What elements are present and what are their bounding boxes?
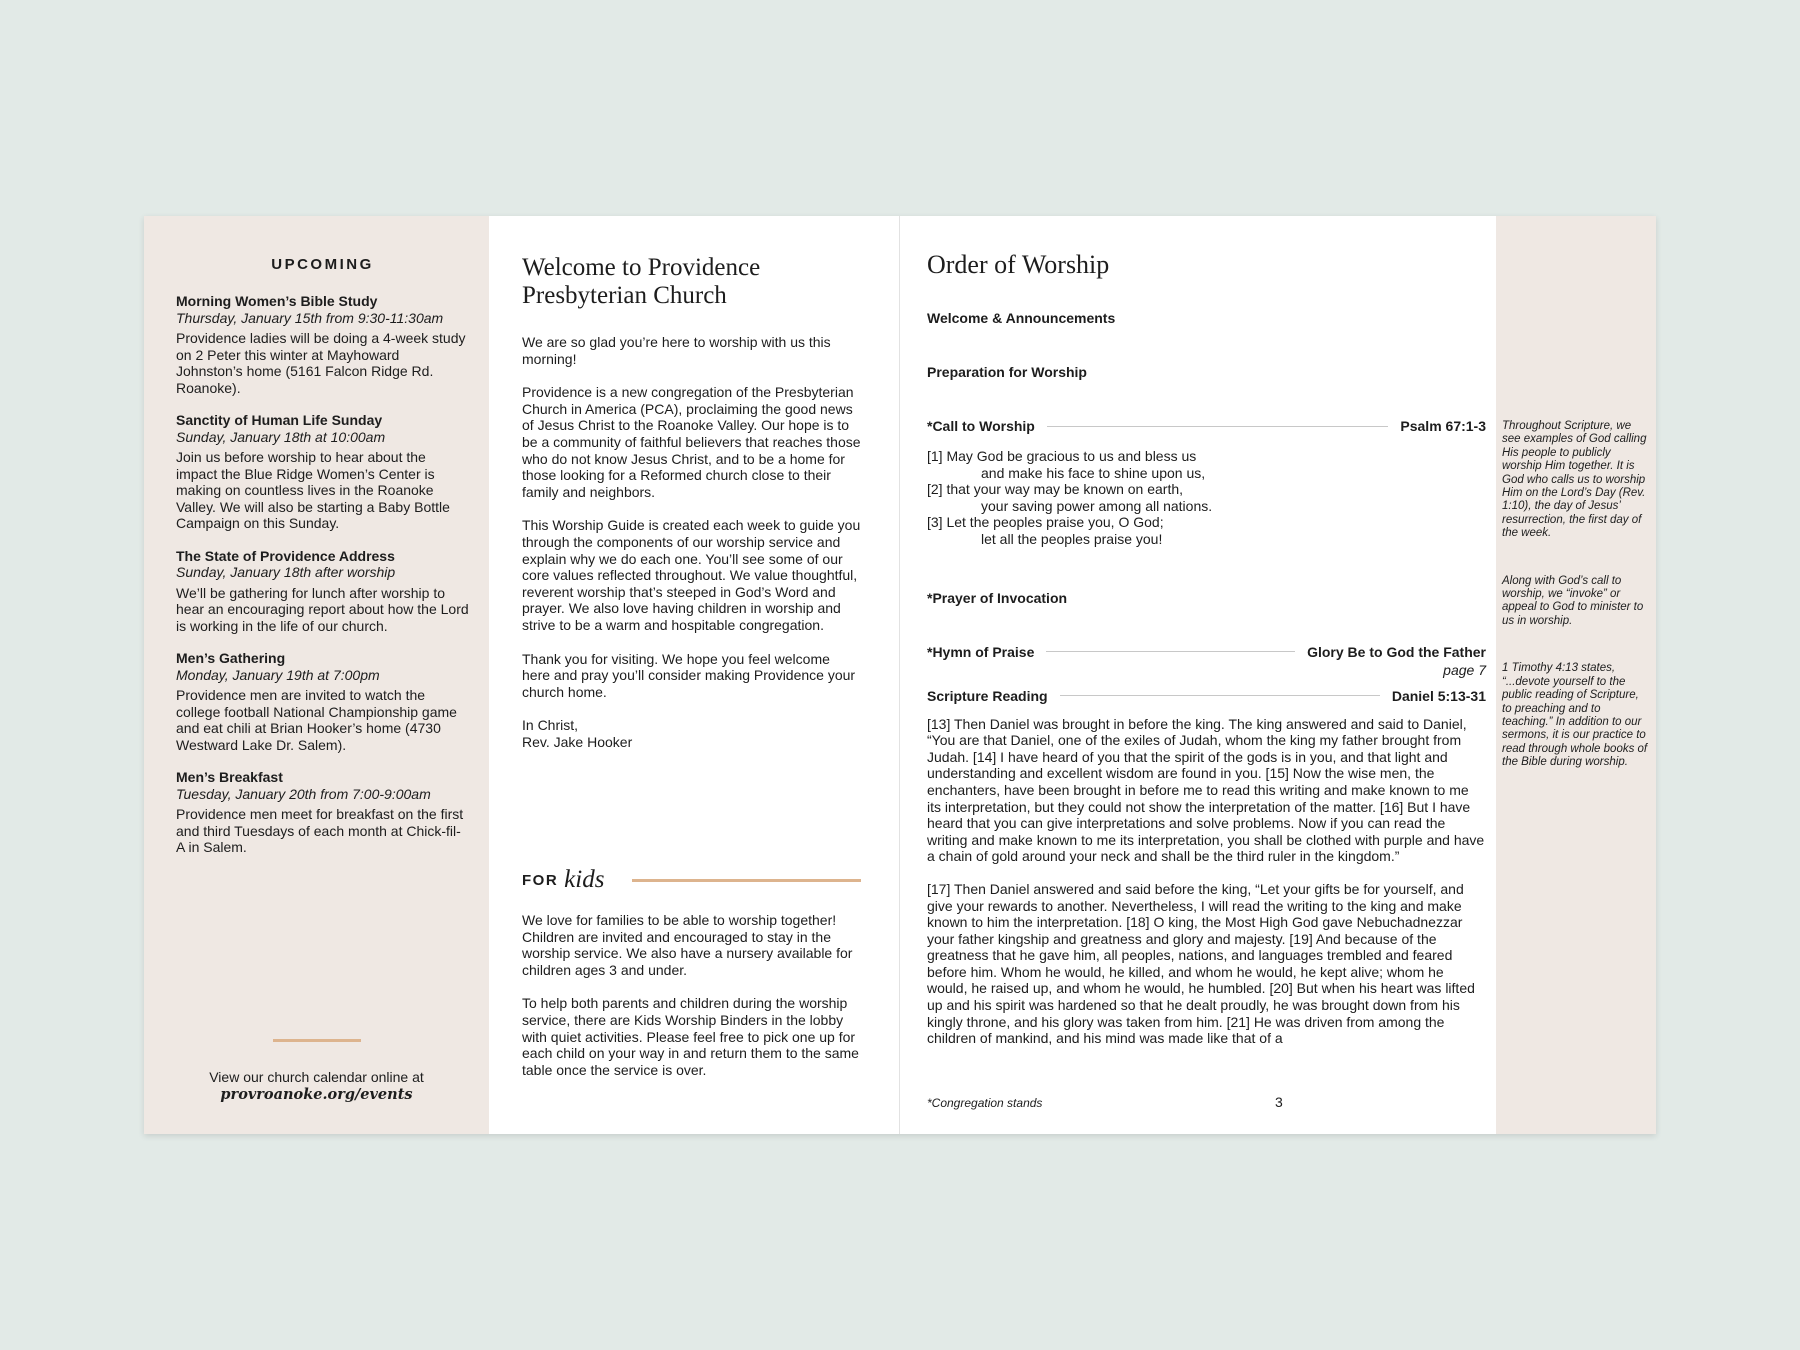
event-when: Thursday, January 15th from 9:30-11:30am (176, 309, 444, 326)
calendar-text: View our church calendar online at (209, 1069, 424, 1085)
upcoming-panel (144, 216, 489, 1134)
welcome-title-line2: Presbyterian Church (522, 282, 727, 309)
kids-divider (632, 879, 861, 882)
event-description: Providence ladies will be doing a 4-week study on 2 Peter this winter at Mayhoward Johnston’s home (5161 Falcon Ridge Rd. Roanoke). (176, 330, 466, 396)
kids-paragraph: To help both parents and children during the worship service, there are Kids Worship Binders in the lobby with quiet activities. Please feel free to pick one up for each child on your way in and return them to the same table once the service is over. (522, 995, 859, 1078)
kids-label-kids: kids (564, 866, 605, 893)
signoff (522, 717, 861, 750)
divider (273, 1039, 361, 1042)
event-item (176, 650, 469, 753)
psalm-line: your saving power among all nations. (981, 497, 1213, 514)
leader-rule (1060, 695, 1380, 696)
psalm-line: [3] Let the peoples praise you, O God; (927, 514, 1164, 531)
side-note: 1 Timothy 4:13 states, “...devote yourself to the public reading of Scripture, to preaching and to teaching.” In addition to our sermons, it is our practice to read through whole books of the Bible during worship. (1502, 662, 1648, 769)
kids-label-for: FOR (522, 871, 559, 889)
event-description: We’ll be gathering for lunch after worship to hear an encouraging report about how the Lord is working in the life of our church. (176, 584, 469, 634)
signoff-text: In Christ, (522, 717, 579, 734)
welcome-paragraph: Providence is a new congregation of the Presbyterian Church in America (PCA), proclaiming the good news of Jesus Christ to the Roanoke Valley. Our hope is to be a community of faithful believers that reaches those who do not know Jesus Christ, and to be a home for those looking for a Reformed church close to their family and neighbors. (522, 384, 861, 500)
event-item (176, 548, 469, 635)
event-when: Sunday, January 18th at 10:00am (176, 428, 386, 445)
leader-rule (1047, 426, 1389, 427)
welcome-title (522, 254, 861, 310)
calendar-footer (144, 1039, 489, 1104)
hymn-row (927, 644, 1486, 660)
page-number: 3 (1275, 1094, 1283, 1110)
scripture-paragraph: [17] Then Daniel answered and said before the king, “Let your gifts be for yourself, and give your rewards to another. Nevertheless, I will read the writing to the king and make known to him the interpretation. [18] O king, the Most High God gave Nebuchadnezzar your father kingship and greatness and glory and majesty. [19] And because of the greatness that he gave him, all peoples, nations, and languages trembled and feared before him. Whom he would, he killed, and whom he would, he kept alive; whom he would, he raised up, and whom he would, he humbled. [20] But when his heart was lifted up and his spirit was hardened so that he dealt proudly, he was brought down from his kingly throne, and his glory was taken from him. [21] He was driven from among the children of mankind, and his mind was made like that of a (927, 880, 1475, 1047)
preparation-for-worship: Preparation for Worship (927, 364, 1087, 380)
hymn-page: page 7 (1443, 661, 1486, 678)
scripture-paragraph: [13] Then Daniel was brought in before the king. The king answered and said to Daniel, “You are that Daniel, one of the exiles of Judah, whom the king my father brought from Judah. [14] I have heard of you that the spirit of the gods is in you, and that light and understanding and excellent wisdom are found in you. [15] Now the wise men, the enchanters, have been brought in before me to read this writing and make known to me its interpretation, but they could not show the interpretation of the matter. [16] But I have heard that you can give interpretations and solve problems. Now if you can read the writing and make known to me its interpretation, you shall be clothed with purple and have a chain of gold around your neck and shall be the third ruler in the kingdom.” (927, 715, 1485, 865)
event-description: Join us before worship to hear about the impact the Blue Ridge Women’s Center is making on countless lives in the Roanoke Valley. We will also be starting a Baby Bottle Campaign on this Sunday. (176, 449, 450, 531)
event-when: Tuesday, January 20th from 7:00-9:00am (176, 785, 431, 802)
event-item (176, 769, 469, 856)
call-to-worship-row (927, 418, 1486, 434)
kids-heading (522, 866, 861, 894)
prayer-of-invocation: *Prayer of Invocation (927, 589, 1068, 606)
event-when: Sunday, January 18th after worship (176, 564, 396, 580)
psalm-line: [2] that your way may be known on earth, (927, 481, 1184, 498)
worship-guide-spread (144, 216, 1656, 1134)
welcome-paragraph: Thank you for visiting. We hope you feel welcome here and pray you’ll consider making Providence your church home. (522, 650, 856, 700)
upcoming-title: UPCOMING (271, 256, 374, 273)
event-title: Sanctity of Human Life Sunday (176, 412, 383, 428)
event-title: The State of Providence Address (176, 547, 395, 564)
order-title: Order of Worship (927, 250, 1110, 279)
kids-section (522, 912, 865, 1095)
psalm-text (927, 448, 1486, 548)
event-title: Men’s Gathering (176, 650, 286, 666)
scripture-label: Scripture Reading (927, 687, 1048, 704)
calendar-link[interactable]: provroanoke.org/events (220, 1086, 413, 1103)
scripture-text (927, 716, 1486, 1047)
call-to-worship-label: *Call to Worship (927, 418, 1035, 434)
event-title: Men’s Breakfast (176, 769, 283, 785)
event-title: Morning Women’s Bible Study (176, 293, 378, 309)
event-item (176, 293, 469, 396)
welcome-announcements: Welcome & Announcements (927, 310, 1116, 326)
notes-panel (1496, 216, 1656, 1134)
hymn-title: Glory Be to God the Father (1307, 643, 1486, 660)
welcome-panel (489, 216, 900, 1134)
event-description: Providence men are invited to watch the college football National Championship game and eat chili at Brian Hooker’s home (4730 Westward Lake Dr. Salem). (176, 687, 457, 753)
leader-rule (1046, 651, 1295, 652)
kids-paragraph: We love for families to be able to worship together! Children are invited and encouraged to stay in the worship service. We also have a nursery available for children ages 3 and under. (522, 912, 853, 978)
order-footer (927, 1096, 1486, 1110)
welcome-paragraph: We are so glad you’re here to worship with us this morning! (522, 334, 831, 367)
side-note: Throughout Scripture, we see examples of God calling His people to publicly worship Him together. It is God who calls us to worship Him on the Lord’s Day (Rev. 1:10), the day of Jesus’ resurrection, the first day of the week. (1502, 420, 1647, 540)
scripture-ref: Daniel 5:13-31 (1391, 687, 1486, 704)
call-to-worship-ref: Psalm 67:1-3 (1400, 418, 1486, 434)
event-description: Providence men meet for breakfast on the first and third Tuesdays of each month at Chick-fil-A in Salem. (176, 806, 464, 855)
scripture-row (927, 688, 1486, 704)
event-item (176, 412, 469, 532)
event-when: Monday, January 19th at 7:00pm (176, 666, 380, 683)
psalm-line: [1] May God be gracious to us and bless us (927, 448, 1197, 464)
order-of-worship-panel (900, 216, 1496, 1134)
welcome-paragraph: This Worship Guide is created each week to guide you through the components of our worship service and explain why we do each one. You’ll see some of our core values reflected throughout. We value thoughtful, reverent worship that’s steeped in God’s Word and prayer. We also love having children in worship and strive to be a warm and hospitable congregation. (522, 517, 861, 633)
signature: Rev. Jake Hooker (522, 733, 633, 750)
congregation-stands-note: *Congregation stands (927, 1096, 1043, 1110)
psalm-line: and make his face to shine upon us, (981, 464, 1206, 481)
welcome-title-line1: Welcome to Providence (522, 254, 761, 281)
hymn-label: *Hymn of Praise (927, 643, 1035, 660)
psalm-line: let all the peoples praise you! (981, 530, 1163, 547)
side-note: Along with God’s call to worship, we “invoke” or appeal to God to minister to us in worship. (1502, 574, 1644, 627)
